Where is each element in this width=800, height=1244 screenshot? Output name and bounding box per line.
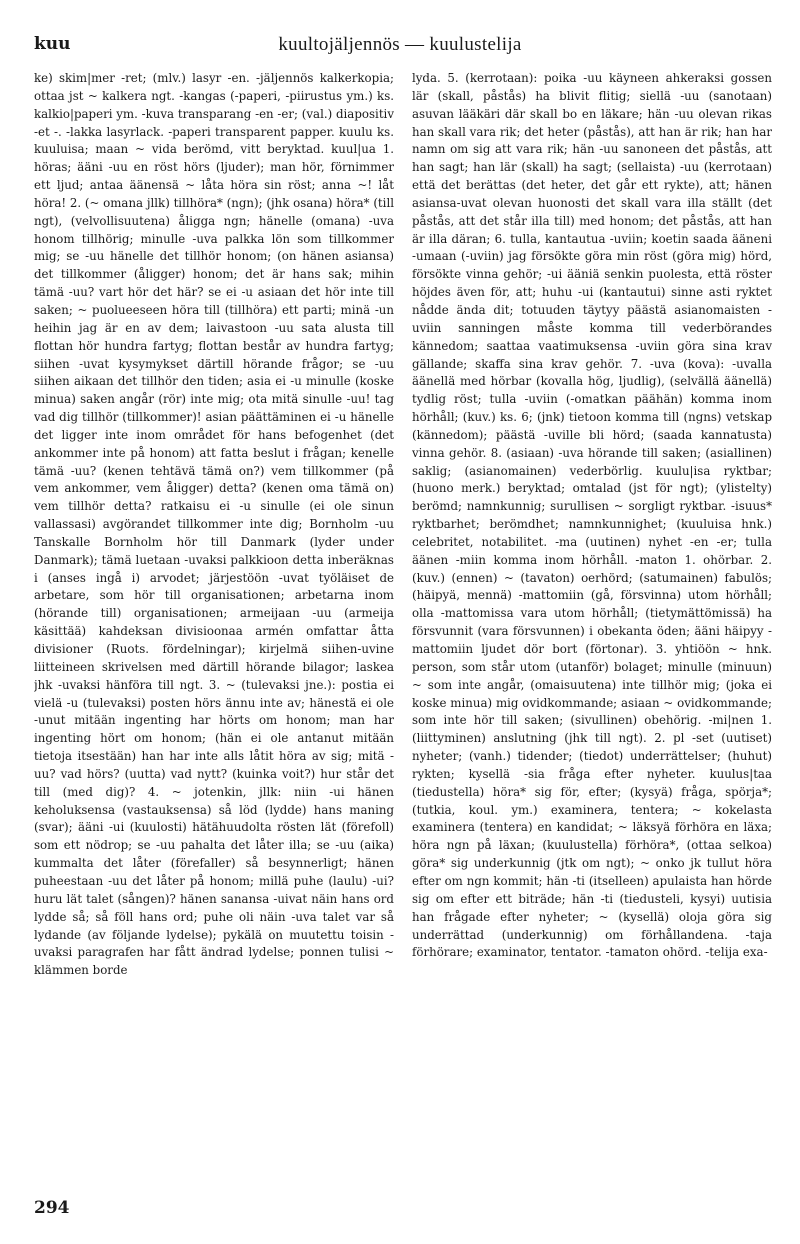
page-header xyxy=(34,34,766,62)
running-title: kuultojäljennös — kuulustelija xyxy=(278,34,522,55)
page-number: 294 xyxy=(34,1198,70,1218)
left-column xyxy=(34,70,394,1190)
guide-word: kuu xyxy=(34,34,71,54)
left-column-text: ke) skim|mer -ret; (mlv.) lasyr -en. -jäljennös kalkerkopia; ottaa jst ~ kalkera ngt. -kangas (-paperi, -piirustus ym.) ks. kalkio|paperi ym. -kuva transparang -en -er; (val.) diapositiv -et -. -lakka lasyrlack. -paperi transparent papper. kuulu ks. kuuluisa; maan ~ vida berömd, vitt beryktad. kuul|ua 1. höras; ääni -uu en röst hörs (ljuder); man hör, förnimmer ett ljud; antaa äänensä ~ låta höra sin röst; anna ~! låt höra! 2. (~ omana jllk) tillhöra* (ngn); (jhk osana) höra* (till ngt), (velvollisuutena) åligga ngn; hänelle (omana) -uva honom tillhörig; minulle -uva palkka lön som tillkommer mig; se -uu hänelle det tillhör honom; (on hänen asiansa) det tillkommer (åligger) honom; det är hans sak; mihin tämä -uu? vart hör det här? se ei -u asiaan det hör inte till saken; ~ puolueeseen höra till (tillhöra) ett parti; minä -un heihin jag är en av dem; laivastoon -uu sata alusta till flottan hör hundra fartyg; flottan består av hundra fartyg; siihen -uvat kysymykset därtill hörande frågor; se -uu siihen aikaan det tillhör den tiden; asia ei -u minulle (koske minua) saken angår (rör) inte mig; ota mitä sinulle -uu! tag vad dig tillhör (tillkommer)! asian päättäminen ei -u hänelle det ligger inte inom området för hans befogenhet (det ankommer inte på honom) att fatta beslut i frågan; kenelle tämä -uu? (kenen tehtävä tämä on?) vem tillkommer (på vem ankommer, vem åligger) detta? (kenen oma tämä on) vem tillhör detta? ratkaisu ei -u sinulle (ei ole sinun vallassasi) avgörandet tillkommer inte dig; Bornholm -uu Tanskalle Bornholm hör till Danmark (lyder under Danmark); tämä luetaan -uvaksi palkkioon detta inberäknas i (anses ingå i) arvodet; järjestöön -uvat työläiset de arbetare, som hör till organisationen; arbetarna inom (hörande till) organisationen; armeijaan -uu (armeija käsittää) kahdeksan divisioonaa armén omfattar åtta divisioner (Ruots. fördelningar); kirjelmä siihen-uvine liitteineen skrivelsen med därtill hörande bilagor; laskea jhk -uvaksi hänföra till ngt. 3. ~ (tulevaksi jne.): postia ei vielä -u (tulevaksi) posten hörs ännu inte av; hänestä ei ole -unut mitään ingenting har hörts om honom; man har ingenting hört om honom; (hän ei ole antanut mitään tietoja itsestään) han har inte alls låtit höra av sig; mitä -uu? vad hörs? (uutta) vad nytt? (kuinka voit?) hur står det till (med dig)? 4. ~ jotenkin, jllk: niin -ui hänen keholuksensa (vastauksensa) så löd (lydde) hans maning (svar); ääni -ui (kuulosti) hätähuudolta rösten lät (förefoll) som ett nödrop; se -uu pahalta det låter illa; se -uu (aika) kummalta det låter (förefaller) så besynnerligt; hänen puheestaan -uu det låter på honom; millä puhe (laulu) -ui? huru lät talet (sången)? hänen sanansa -uivat näin hans ord lydde så; så föll hans ord; puhe oli näin -uva talet var så lydande (av följande lydelse); pykälä on muutettu toisin -uvaksi paragrafen har fått ändrad lydelse; ponnen tulisi ~ klämmen borde xyxy=(34,71,394,978)
right-column xyxy=(412,70,772,1190)
right-column-text: lyda. 5. (kerrotaan): poika -uu käyneen ahkeraksi gossen lär (skall, påstås) ha blivit flitig; siellä -uu (sanotaan) asuvan lääkäri där skall bo en läkare; hän -uu olevan rikas han skall vara rik; det heter (påstås), att han är rik; han har namn om sig att vara rik; hän -uu sanoneen det påstås, att han sagt; han lär (skall) ha sagt; (sellaista) -uu (kerrotaan) että det berättas (det heter, det går ett rykte), att; hänen asiansa-uvat olevan huonosti det skall vara illa ställt (det påstås, att det står illa till) med honom; det påstås, att han är illa däran; 6. tulla, kantautua -uviin; koetin saada ääneni -umaan (-uviin) jag försökte göra min röst (göra mig) hörd, försökte vinna gehör; -ui ääniä senkin puolesta, että röster höjdes även för, att; huhu -ui (kantautui) sinne asti ryktet nådde ända dit; totuuden täytyy päästä asianomaisten -uviin sanningen måste komma till vederbörandes kännedom; saattaa vaatimuksensa -uviin göra sina krav gällande; skaffa sina krav gehör. 7. -uva (kova): -uvalla äänellä med hörbar (kovalla hög, ljudlig), (selvällä äänellä) tydlig röst; tulla -uviin (-omatkan päähän) komma inom hörhåll; (kuv.) ks. 6; (jnk) tietoon komma till (ngns) vetskap (kännedom); päästä -uville bli hörd; (saada kannatusta) vinna gehör. 8. (asiaan) -uva hörande till saken; (asiallinen) saklig; (asianomainen) vederbörlig. kuulu|isa ryktbar; (huono merk.) beryktad; omtalad (jst för ngt); (ylistelty) berömd; namnkunnig; surullisen ~ sorgligt ryktbar. -isuus* ryktbarhet; berömdhet; namnkunnighet; (kuuluisa hnk.) celebritet, notabilitet. -ma (uutinen) nyhet -en -er; tulla äänen -miin komma inom hörhåll. -maton 1. ohörbar. 2. (kuv.) (ennen) ~ (tavaton) oerhörd; (satumainen) fabulös; (häipyä, mennä) -mattomiin (gå, försvinna) utom hörhåll; olla -mattomissa vara utom hörhåll; (tietymättömissä) ha försvunnit (vara försvunnen) i obekanta öden; ääni häipyy -mattomiin ljudet dör bort (förtonar). 3. yhtiöön ~ hnk. person, som står utom (utanför) bolaget; minulle (minuun) ~ som inte angår, (omaisuutena) inte tillhör mig; (joka ei koske minua) mig ovidkommande; asiaan ~ ovidkommande; som inte hör till saken; (sivullinen) obehörig. -mi|nen 1. (liittyminen) anslutning (jhk till ngt). 2. pl -set (uutiset) nyheter; (vanh.) tidender; (tiedot) underrättelser; (huhut) rykten; kysellä -sia fråga efter nyheter. kuulus|taa (tiedustella) höra* sig för, efter; (kysyä) fråga, spörja*; (tutkia, koul. ym.) examinera, tentera; ~ kokelasta examinera (tentera) en kandidat; ~ läksyä förhöra en läxa; höra ngn på läxan; (kuulustella) förhöra*, (ottaa selkoa) göra* sig underkunnig (jtk om ngt); ~ onko jk tullut höra efter om ngn kommit; hän -ti (itselleen) apulaista han hörde sig om efter ett biträde; hän -ti (tiedusteli, kysyi) uutisia han frågade efter nyheter; ~ (kysellä) oloja göra sig underrättad (underkunnig) om förhållandena. -taja förhörare; examinator, tentator. -tamaton ohörd. -telija exa- xyxy=(412,71,772,960)
